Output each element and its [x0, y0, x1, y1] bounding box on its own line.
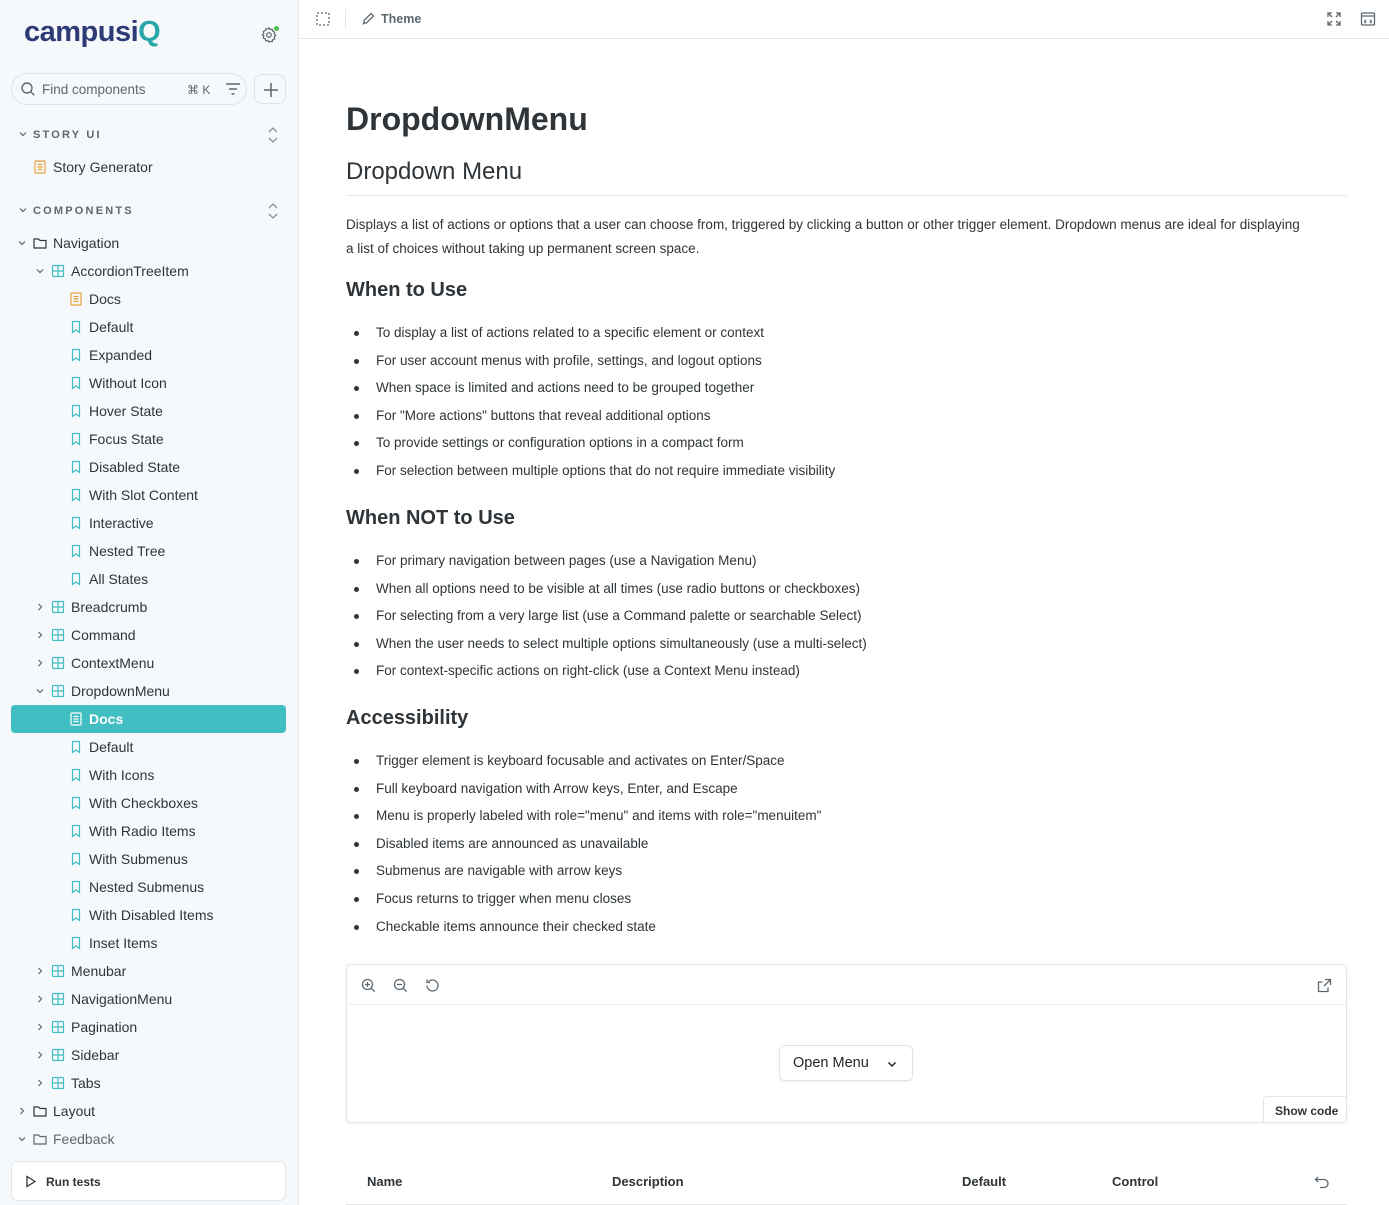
plus-icon	[263, 82, 279, 98]
tree-label: AccordionTreeItem	[71, 263, 189, 279]
tree-label: Interactive	[89, 515, 154, 531]
chevron-down-icon	[36, 687, 44, 695]
toolbar-divider	[345, 9, 346, 29]
tree-label: Menubar	[71, 963, 127, 979]
fullscreen-icon[interactable]	[1326, 11, 1342, 27]
list-item: To display a list of actions related to a specific element or context	[376, 323, 835, 351]
bookmark-icon	[69, 852, 83, 866]
tree-label: With Icons	[89, 767, 155, 783]
tree-label: Without Icon	[89, 375, 167, 391]
tree-label: Breadcrumb	[71, 599, 148, 615]
tree-label: Navigation	[53, 235, 120, 251]
bookmark-icon	[69, 516, 83, 530]
search-input[interactable]: Find components	[42, 82, 146, 97]
tree-label: Hover State	[89, 403, 163, 419]
column-description: Description	[612, 1174, 684, 1189]
tree-label: Feedback	[53, 1131, 115, 1147]
tree-folder-navigation[interactable]	[11, 229, 286, 257]
tree-label: Default	[89, 739, 134, 755]
tree-story-default[interactable]	[11, 313, 286, 341]
tree-story-nested-submenus[interactable]	[11, 873, 286, 901]
tree-story-with-disabled-items[interactable]	[11, 901, 286, 929]
section-title: STORY UI	[33, 129, 102, 141]
chevron-down-icon	[19, 206, 27, 214]
tree-story-docs[interactable]	[11, 285, 286, 313]
open-menu-label: Open Menu	[793, 1055, 869, 1071]
tree-label: Focus State	[89, 431, 164, 447]
tree-component-menubar[interactable]	[11, 957, 286, 985]
list-item: For selection between multiple options that do not require immediate visibility	[376, 461, 835, 489]
tree-story-with-icons[interactable]	[11, 761, 286, 789]
tree-label: DropdownMenu	[71, 683, 170, 699]
status-dot	[273, 25, 280, 32]
component-icon	[51, 992, 65, 1006]
logo-accent: Q	[138, 16, 161, 48]
chevron-right-icon	[36, 1079, 44, 1087]
list-item: When space is limited and actions need to be grouped together	[376, 378, 835, 406]
run-tests-label: Run tests	[46, 1175, 101, 1189]
tree-label: With Checkboxes	[89, 795, 198, 811]
list-item: When the user needs to select multiple options simultaneously (use a multi-select)	[376, 634, 867, 662]
bookmark-icon	[69, 908, 83, 922]
tree-label: All States	[89, 571, 149, 587]
settings-gear-icon[interactable]	[260, 26, 280, 46]
tree-label: Disabled State	[89, 459, 181, 475]
search-shortcut: ⌘ K	[187, 83, 211, 97]
chevron-right-icon	[36, 659, 44, 667]
reset-zoom-icon[interactable]	[425, 978, 440, 993]
run-tests-button[interactable]	[11, 1161, 286, 1201]
chevron-down-icon	[18, 1135, 26, 1143]
tree-label: ContextMenu	[71, 655, 155, 671]
sidebar	[0, 0, 299, 1205]
column-name: Name	[367, 1174, 403, 1189]
list-when-not-to-use	[376, 551, 867, 689]
tree-story-all-states[interactable]	[11, 565, 286, 593]
search-box[interactable]	[11, 73, 247, 105]
list-item: To provide settings or configuration options in a compact form	[376, 433, 835, 461]
tree-story-with-submenus[interactable]	[11, 845, 286, 873]
expand-collapse-icon[interactable]	[266, 202, 280, 220]
chevron-down-icon	[19, 130, 27, 138]
tree-story-without-icon[interactable]	[11, 369, 286, 397]
list-item: Checkable items announce their checked state	[376, 917, 821, 945]
component-icon	[51, 264, 65, 278]
list-item: Full keyboard navigation with Arrow keys, Enter, and Escape	[376, 779, 821, 807]
heading-accessibility: Accessibility	[346, 707, 469, 729]
tree-label: Command	[71, 627, 136, 643]
list-item: Menu is properly labeled with role="menu" and items with role="menuitem"	[376, 806, 821, 834]
bookmark-icon	[69, 376, 83, 390]
tree-item-story-generator[interactable]	[11, 153, 286, 181]
open-new-tab-icon[interactable]	[1317, 978, 1332, 993]
tree-label: Nested Submenus	[89, 879, 205, 895]
chevron-right-icon	[36, 967, 44, 975]
preview-toolbar	[347, 965, 1346, 1005]
tree-story-inset-items[interactable]	[11, 929, 286, 957]
show-code-label: Show code	[1275, 1104, 1339, 1118]
section-story-ui[interactable]	[17, 125, 282, 145]
tree-label: Layout	[53, 1103, 96, 1119]
component-icon	[51, 628, 65, 642]
tree-component-sidebar[interactable]	[11, 1041, 286, 1069]
tree-story-with-slot-content[interactable]	[11, 481, 286, 509]
bookmark-icon	[69, 572, 83, 586]
bookmark-icon	[69, 824, 83, 838]
list-item: When all options need to be visible at all times (use radio buttons or checkboxes)	[376, 579, 867, 607]
tree-component-breadcrumb[interactable]	[11, 593, 286, 621]
zoom-in-icon[interactable]	[361, 978, 376, 993]
heading-when-to-use: When to Use	[346, 279, 468, 301]
tree-label: Pagination	[71, 1019, 138, 1035]
tree-story-hover-state[interactable]	[11, 397, 286, 425]
tree-folder-feedback[interactable]	[11, 1125, 286, 1153]
list-item: For user account menus with profile, settings, and logout options	[376, 351, 835, 379]
bookmark-icon	[69, 348, 83, 362]
play-icon	[25, 1175, 37, 1188]
chevron-down-icon	[36, 267, 44, 275]
tree-label: Inset Items	[89, 935, 158, 951]
args-table-header	[346, 1165, 1347, 1205]
tree-label: With Radio Items	[89, 823, 196, 839]
list-item: Submenus are navigable with arrow keys	[376, 861, 821, 889]
bookmark-icon	[69, 768, 83, 782]
section-components[interactable]	[17, 201, 282, 221]
component-icon	[51, 656, 65, 670]
chevron-right-icon	[36, 1023, 44, 1031]
tree-component-dropdownmenu[interactable]	[11, 677, 286, 705]
bookmark-icon	[69, 880, 83, 894]
tree-label: Sidebar	[71, 1047, 120, 1063]
tree-story-disabled-state[interactable]	[11, 453, 286, 481]
tree-label: NavigationMenu	[71, 991, 173, 1007]
tree-component-command[interactable]	[11, 621, 286, 649]
tree-label: Docs	[89, 291, 121, 307]
chevron-down-icon	[886, 1058, 898, 1070]
open-canvas-icon[interactable]	[1360, 11, 1376, 27]
page-title: DropdownMenu	[346, 101, 588, 137]
tree-label: Default	[89, 319, 134, 335]
bookmark-icon	[69, 740, 83, 754]
tree-label: Story Generator	[53, 159, 153, 175]
bookmark-icon	[69, 320, 83, 334]
bookmark-icon	[69, 544, 83, 558]
section-title: COMPONENTS	[33, 205, 134, 217]
column-default: Default	[962, 1174, 1007, 1189]
list-item: For selecting from a very large list (use a Command palette or searchable Select)	[376, 606, 867, 634]
component-icon	[51, 1048, 65, 1062]
search-icon	[20, 81, 36, 97]
bookmark-icon	[69, 404, 83, 418]
tree-label: Tabs	[71, 1075, 101, 1091]
heading-when-not-to-use: When NOT to Use	[346, 507, 515, 529]
tree-label: With Submenus	[89, 851, 188, 867]
tree-label: Docs	[89, 711, 124, 727]
chevron-right-icon	[36, 995, 44, 1003]
theme-label: Theme	[381, 12, 422, 26]
chevron-right-icon	[36, 603, 44, 611]
tree-story-with-checkboxes[interactable]	[11, 789, 286, 817]
list-when-to-use	[376, 323, 835, 489]
tree-story-focus-state[interactable]	[11, 425, 286, 453]
campusiq-logo[interactable]	[24, 16, 160, 49]
tree-label: With Slot Content	[89, 487, 198, 503]
divider	[346, 195, 1347, 196]
component-icon	[51, 1020, 65, 1034]
brush-icon	[361, 12, 375, 26]
tree-story-with-radio-items[interactable]	[11, 817, 286, 845]
tree-story-interactive[interactable]	[11, 509, 286, 537]
column-control: Control	[1112, 1174, 1159, 1189]
page-subtitle: Dropdown Menu	[346, 158, 523, 185]
list-item: For "More actions" buttons that reveal additional options	[376, 406, 835, 434]
tree-component-contextmenu[interactable]	[11, 649, 286, 677]
folder-icon	[33, 1104, 47, 1118]
bookmark-icon	[69, 936, 83, 950]
bookmark-icon	[69, 432, 83, 446]
chevron-down-icon	[18, 239, 26, 247]
tree-story-nested-tree[interactable]	[11, 537, 286, 565]
tree-label: With Disabled Items	[89, 907, 214, 923]
undo-icon[interactable]	[1314, 1174, 1330, 1190]
document-icon	[69, 712, 83, 726]
chevron-right-icon	[36, 1051, 44, 1059]
zoom-out-icon[interactable]	[393, 978, 408, 993]
list-item: Trigger element is keyboard focusable and activates on Enter/Space	[376, 751, 821, 779]
chevron-right-icon	[18, 1107, 26, 1115]
document-icon	[33, 160, 47, 174]
tree-component-tabs[interactable]	[11, 1069, 286, 1097]
tree-story-docs[interactable]	[11, 705, 286, 733]
bookmark-icon	[69, 488, 83, 502]
tree-component-navigationmenu[interactable]	[11, 985, 286, 1013]
add-story-button[interactable]	[254, 74, 286, 104]
folder-icon	[33, 236, 47, 250]
tree-component-accordiontreeitem[interactable]	[11, 257, 286, 285]
expand-collapse-icon[interactable]	[266, 126, 280, 144]
toolbar	[299, 0, 1389, 39]
component-icon	[51, 684, 65, 698]
document-icon	[69, 292, 83, 306]
component-icon	[51, 600, 65, 614]
component-icon	[51, 1076, 65, 1090]
list-item: For primary navigation between pages (use a Navigation Menu)	[376, 551, 867, 579]
outline-select-icon[interactable]	[315, 11, 331, 27]
tree-label: Nested Tree	[89, 543, 166, 559]
tree-story-default[interactable]	[11, 733, 286, 761]
list-accessibility	[376, 751, 821, 944]
bookmark-icon	[69, 460, 83, 474]
open-menu-button[interactable]	[779, 1045, 913, 1081]
folder-icon	[33, 1132, 47, 1146]
component-icon	[51, 964, 65, 978]
story-preview	[346, 964, 1347, 1123]
tree-folder-layout[interactable]	[11, 1097, 286, 1125]
intro-paragraph: Displays a list of actions or options that a user can choose from, triggered by clicking a button or other trigger element. Dropdown menus are ideal for displaying a list of choices without taking up permanent screen space.	[346, 217, 1300, 256]
list-item: Disabled items are announced as unavailable	[376, 834, 821, 862]
list-item: For context-specific actions on right-click (use a Context Menu instead)	[376, 661, 867, 689]
chevron-right-icon	[36, 631, 44, 639]
tree-story-expanded[interactable]	[11, 341, 286, 369]
list-item: Focus returns to trigger when menu closes	[376, 889, 821, 917]
tree-label: Expanded	[89, 347, 153, 363]
show-code-button[interactable]	[1263, 1096, 1347, 1123]
tree-component-pagination[interactable]	[11, 1013, 286, 1041]
filter-icon[interactable]	[225, 82, 241, 96]
logo-text: campusi	[24, 16, 139, 48]
bookmark-icon	[69, 796, 83, 810]
